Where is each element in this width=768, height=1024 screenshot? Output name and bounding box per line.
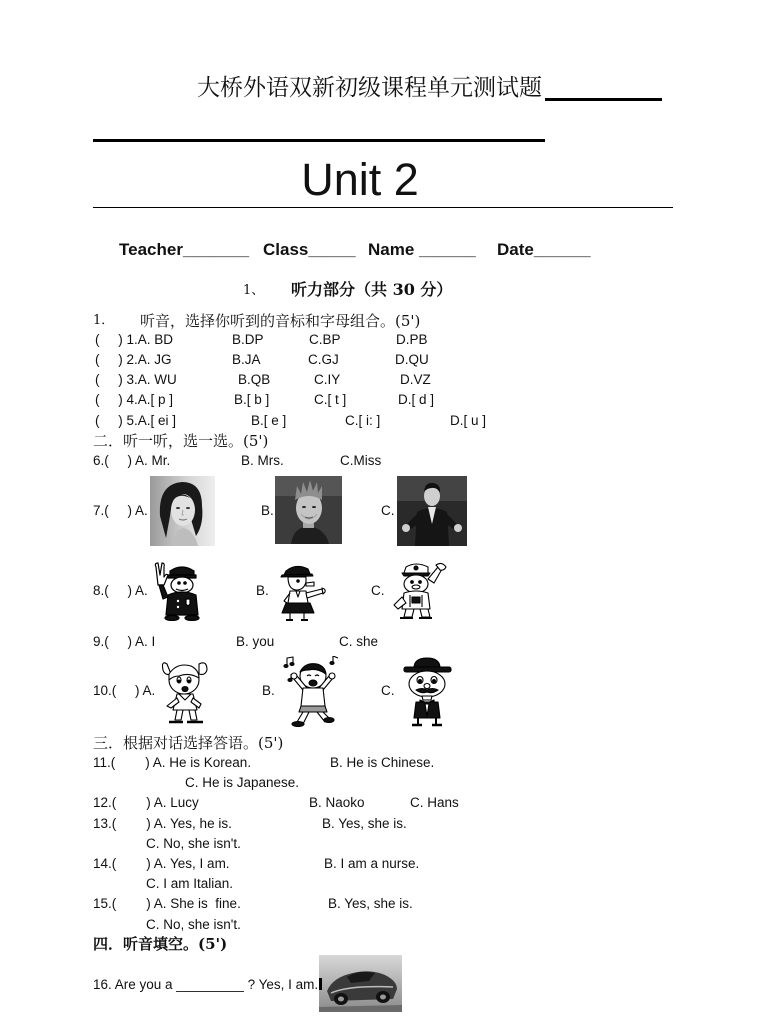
name-field: Name ______ (368, 240, 476, 259)
section-1-number: 1． (93, 313, 115, 328)
question-15-prefix: 15.( ) A. She is fine. (93, 896, 241, 911)
part-number: 1、 (243, 283, 265, 298)
section-4-heading: 四．听音填空。(5') (93, 935, 228, 953)
question-4-option-b: B.[ b ] (234, 392, 270, 407)
question-16-car-photo (319, 955, 402, 1012)
question-10-prefix: 10.( ) A. (93, 683, 156, 698)
header-blank-line (93, 139, 545, 142)
question-4-option-c: C.[ t ] (314, 392, 347, 407)
section-2-heading: 二．听一听，选一选。(5') (93, 432, 269, 450)
question-11-option-c: C. He is Japanese. (185, 775, 300, 790)
title-underline (545, 98, 662, 101)
question-15-option-b: B. Yes, she is. (328, 896, 413, 911)
question-1-option-d: D.PB (396, 332, 428, 347)
teacher-field: Teacher_______ (119, 240, 250, 259)
question-1-prefix: ( ) 1.A. BD (95, 332, 174, 347)
question-8-option-b: B. (256, 583, 269, 598)
question-1-option-b: B.DP (232, 332, 264, 347)
question-7-photo-b (275, 476, 342, 544)
unit-title: Unit 2 (301, 154, 419, 205)
question-15-option-c: C. No, she isn't. (146, 917, 241, 932)
question-10-option-c: C. (381, 683, 395, 698)
question-16-text: 16. Are you a _________ ? Yes, I am. (93, 977, 319, 992)
question-13-prefix: 13.( ) A. Yes, he is. (93, 816, 232, 831)
question-2-option-b: B.JA (232, 352, 261, 367)
question-12-option-c: C. Hans (410, 795, 459, 810)
question-5-option-b: B.[ e ] (251, 413, 287, 428)
question-7-photo-c (397, 476, 467, 546)
question-2-option-c: C.GJ (308, 352, 339, 367)
question-10-cartoon-c (400, 656, 455, 727)
question-4-option-d: D.[ d ] (398, 392, 435, 407)
question-8-option-c: C. (371, 583, 385, 598)
class-field: Class_____ (263, 240, 356, 259)
question-10-cartoon-b (283, 656, 342, 727)
question-5-option-c: C.[ i: ] (345, 413, 381, 428)
question-3-option-d: D.VZ (400, 372, 431, 387)
question-9-option-b: B. you (236, 634, 275, 649)
question-14-prefix: 14.( ) A. Yes, I am. (93, 856, 230, 871)
question-3-option-c: C.IY (314, 372, 341, 387)
question-9-prefix: 9.( ) A. I (93, 634, 156, 649)
question-7-option-c: C. (381, 503, 395, 518)
question-3-prefix: ( ) 3.A. WU (95, 372, 177, 387)
question-7-photo-a (150, 476, 215, 546)
question-8-cartoon-c (388, 561, 451, 621)
question-7-option-b: B. (261, 503, 274, 518)
question-7-prefix: 7.( ) A. (93, 503, 148, 518)
question-10-option-b: B. (262, 683, 275, 698)
question-1-option-c: C.BP (309, 332, 341, 347)
section-3-heading: 三．根据对话选择答语。(5') (93, 734, 284, 752)
question-4-prefix: ( ) 4.A.[ p ] (95, 392, 174, 407)
question-10-cartoon-a (157, 658, 215, 727)
question-6-option-b: B. Mrs. (241, 453, 284, 468)
question-8-cartoon-b (276, 563, 327, 622)
question-12-option-b: B. Naoko (309, 795, 365, 810)
question-6-prefix: 6.( ) A. Mr. (93, 453, 171, 468)
question-9-option-c: C. she (339, 634, 379, 649)
part-title: 听力部分（共 30 分） (291, 280, 453, 299)
section-1-instruction: 听音，选择你听到的音标和字母组合。(5') (140, 312, 421, 330)
paper-title: 大桥外语双新初级课程单元测试题 (197, 75, 542, 101)
question-5-prefix: ( ) 5.A.[ ei ] (95, 413, 177, 428)
question-5-option-d: D.[ u ] (450, 413, 487, 428)
date-field: Date______ (497, 240, 591, 259)
question-11-option-b: B. He is Chinese. (330, 755, 435, 770)
question-13-option-b: B. Yes, she is. (322, 816, 407, 831)
question-12-prefix: 12.( ) A. Lucy (93, 795, 199, 810)
question-6-option-c: C.Miss (340, 453, 382, 468)
question-3-option-b: B.QB (238, 372, 271, 387)
question-2-option-d: D.QU (395, 352, 429, 367)
question-2-prefix: ( ) 2.A. JG (95, 352, 172, 367)
question-14-option-c: C. I am Italian. (146, 876, 234, 891)
question-14-option-b: B. I am a nurse. (324, 856, 420, 871)
question-8-prefix: 8.( ) A. (93, 583, 148, 598)
question-11-prefix: 11.( ) A. He is Korean. (93, 755, 252, 770)
question-13-option-c: C. No, she isn't. (146, 836, 241, 851)
header-rule (93, 207, 673, 208)
question-8-cartoon-a (150, 561, 206, 621)
